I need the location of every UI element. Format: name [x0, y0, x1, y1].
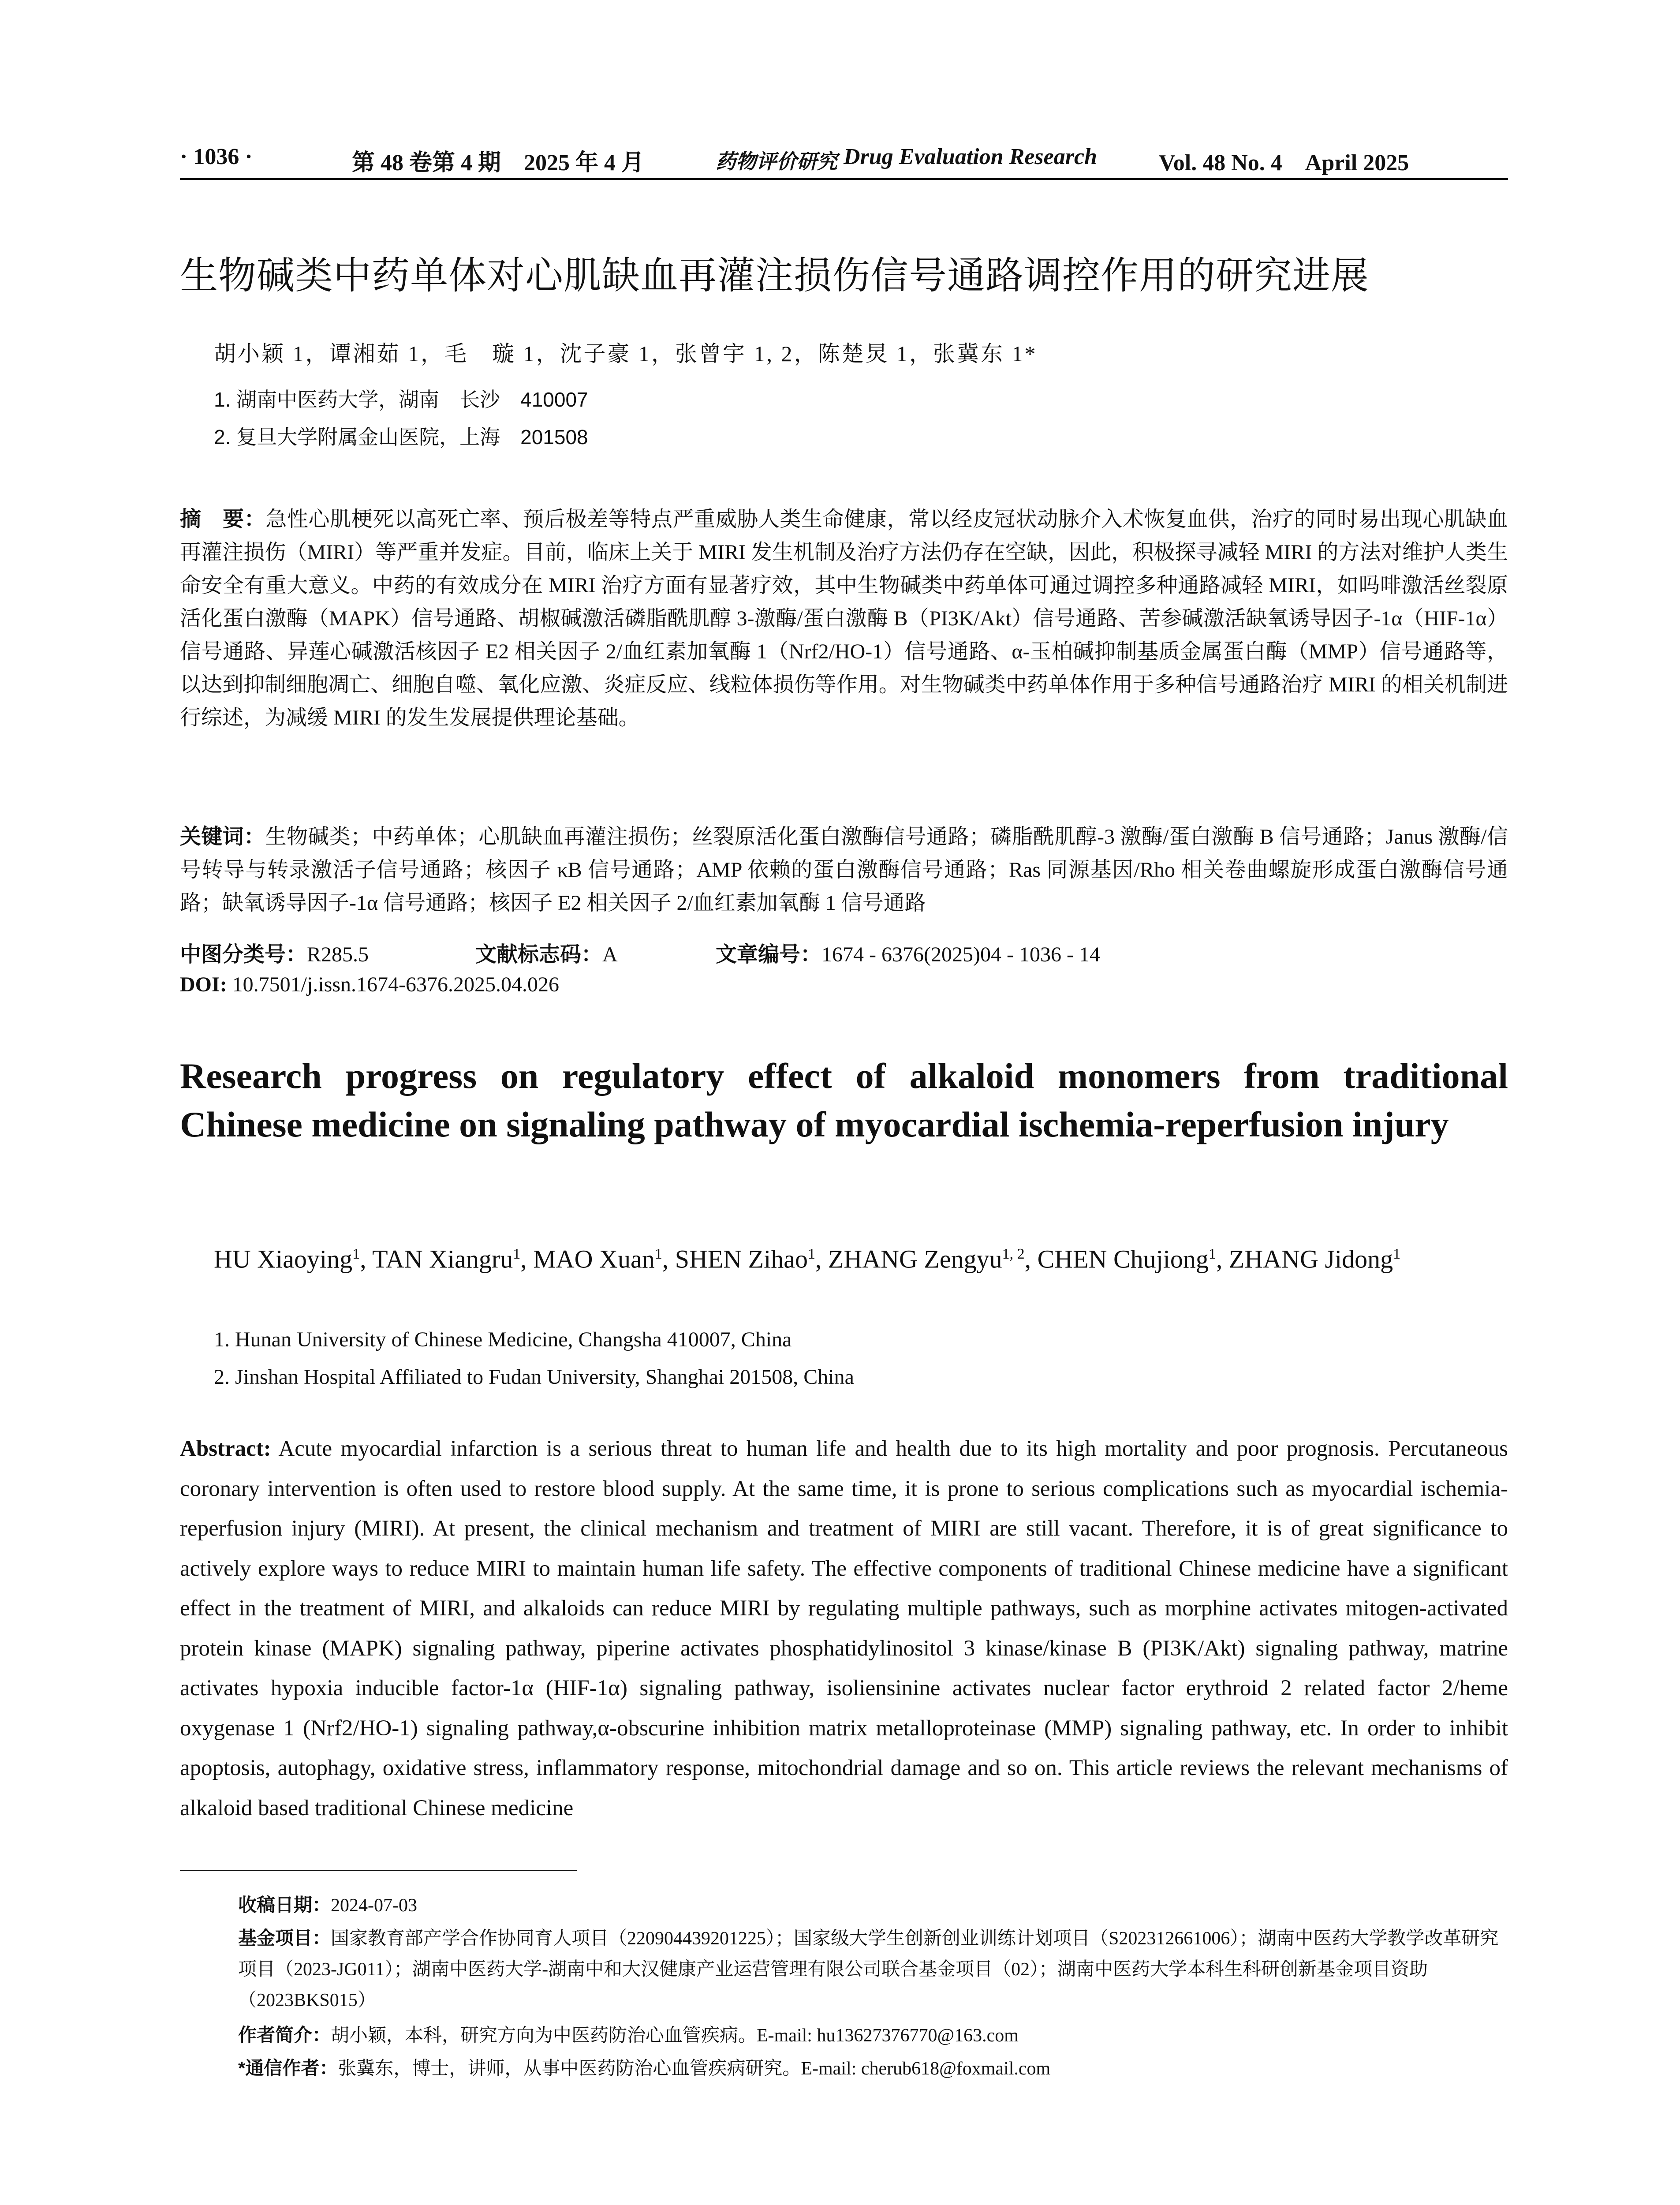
- abstract-en-text: Acute myocardial infarction is a serious threat to human life and health due to its high mortality and poor prognosis. Percutaneous coronary intervention is often used to restore blood supply. At the same time, it is prone to serious complications such as myocardial ischemia-reperfusion injury (MIRI). At present, the clinical mechanism and treatment of MIRI are still vacant. Therefore, it is of great significance to actively explore ways to reduce MIRI to maintain human life safety. The effective components of traditional Chinese medicine have a significant effect in the treatment of MIRI, and alkaloids can reduce MIRI by regulating multiple pathways, such as morphine activates mitogen-activated protein kinase (MAPK) signaling pathway, piperine activates phosphatidylinositol 3 kinase/kinase B (PI3K/Akt) signaling pathway, matrine activates hypoxia inducible factor-1α (HIF-1α) signaling pathway, isoliensinine activates nuclear factor erythroid 2 related factor 2/heme oxygenase 1 (Nrf2/HO-1) signaling pathway,α-obscurine inhibition matrix metalloproteinase (MMP) signaling pathway, etc. In order to inhibit apoptosis, autophagy, oxidative stress, inflammatory response, mitochondrial damage and so on. This article reviews the relevant mechanisms of alkaloid based traditional Chinese medicine: [180, 1436, 1508, 1820]
- footnote-corresponding: [238, 2053, 1508, 2084]
- journal-name-en: Drug Evaluation Research: [844, 144, 1097, 169]
- author-en-affiliation: 1: [352, 1246, 360, 1262]
- clc-label: 中图分类号：: [180, 943, 307, 966]
- received-date: 2024-07-03: [331, 1895, 417, 1916]
- received-label: 收稿日期：: [238, 1895, 331, 1915]
- author-en-affiliation: 1, 2: [1002, 1246, 1025, 1262]
- page-number: · 1036 ·: [180, 144, 253, 169]
- author-en: ZHANG Jidong: [1228, 1245, 1393, 1274]
- author-en: SHEN Zihao: [675, 1245, 808, 1274]
- abstract-cn-label: 摘 要：: [180, 508, 266, 531]
- doi-line: [180, 972, 559, 997]
- abstract-en-label: Abstract:: [180, 1436, 271, 1461]
- fund-text: 国家教育部产学合作协同育人项目（220904439201225）；国家级大学生创新创业训练计划项目（S202312661006）；湖南中医药大学教学改革研究项目（2023-JG011）；湖南中医药大学-湖南中和大汉健康产业运营管理有限公司联合基金项目（02）；湖南中医药大学本科生科研创新基金项目资助（2023BKS015）: [238, 1928, 1499, 2011]
- footnote-author-bio: [238, 2020, 1508, 2051]
- abstract-en: [180, 1429, 1508, 1828]
- abstract-cn-text: 急性心肌梗死以高死亡率、预后极差等特点严重威胁人类生命健康，常以经皮冠状动脉介入术恢复血供，治疗的同时易出现心肌缺血再灌注损伤（MIRI）等严重并发症。目前，临床上关于 MIRI 发生机制及治疗方法仍存在空缺，因此，积极探寻减轻 MIRI 的方法对维护人类生命安全有重大意义。中药的有效成分在 MIRI 治疗方面有显著疗效，其中生物碱类中药单体可通过调控多种通路减轻 MIRI，如吗啡激活丝裂原活化蛋白激酶（MAPK）信号通路、胡椒碱激活磷脂酰肌醇 3-激酶/蛋白激酶 B（PI3K/Akt）信号通路、苦参碱激活缺氧诱导因子-1α（HIF-1α）信号通路、异莲心碱激活核因子 E2 相关因子 2/血红素加氧酶 1（Nrf2/HO-1）信号通路、α-玉柏碱抑制基质金属蛋白酶（MMP）信号通路等，以达到抑制细胞凋亡、细胞自噬、氧化应激、炎症反应、线粒体损伤等作用。对生物碱类中药单体作用于多种信号通路治疗 MIRI 的相关机制进行综述，为减缓 MIRI 的发生发展提供理论基础。: [180, 508, 1508, 729]
- author-bio-label: 作者简介：: [238, 2025, 331, 2045]
- author-en-affiliation: 1: [1393, 1246, 1401, 1262]
- fund-label: 基金项目：: [238, 1928, 331, 1948]
- corresponding-label: *通信作者：: [238, 2058, 338, 2078]
- doc-code-label: 文献标志码：: [475, 943, 603, 966]
- author-list-cn: 胡小颖 1，谭湘茹 1，毛 璇 1，沈子豪 1，张曾宇 1, 2，陈楚炅 1，张冀东 1*: [214, 341, 1038, 366]
- keywords-cn-label: 关键词：: [180, 825, 265, 848]
- article-number-label: 文章编号：: [716, 943, 822, 966]
- volume-info-en: Vol. 48 No. 4 April 2025: [1159, 150, 1409, 176]
- affiliation-cn-1: 1. 湖南中医药大学，湖南 长沙 410007: [214, 388, 588, 411]
- author-en-affiliation: 1: [1208, 1246, 1216, 1262]
- author-bio-text: 胡小颖，本科，研究方向为中医药防治心血管疾病。E-mail: hu13627376770@163.com: [331, 2026, 1019, 2046]
- affiliation-en-1: 1. Hunan University of Chinese Medicine, Changsha 410007, China: [214, 1328, 792, 1351]
- article-title-en: Research progress on regulatory effect of alkaloid monomers from traditional Chinese medicine on signaling pathway of myocardial ischemia-reperfusion injury: [180, 1056, 1508, 1144]
- author-en: HU Xiaoying: [214, 1245, 353, 1274]
- affiliation-cn-2: 2. 复旦大学附属金山医院，上海 201508: [214, 426, 588, 448]
- article-title-cn: 生物碱类中药单体对心肌缺血再灌注损伤信号通路调控作用的研究进展: [180, 254, 1369, 297]
- issue-info-cn: 第 48 卷第 4 期 2025 年 4 月: [352, 150, 645, 176]
- author-list-en: HU Xiaoying$^1$, TAN Xiangru$^1$, MAO Xuan$^1$, SHEN Zihao$^1$, ZHANG Zengyu$^{1, 2}$, CHEN Chujiong$^1$, ZHANG Jidong$^1$: [214, 1245, 1401, 1274]
- footnote-received: [238, 1890, 1508, 1921]
- author-en-affiliation: 1: [513, 1246, 521, 1262]
- affiliation-en-2: 2. Jinshan Hospital Affiliated to Fudan University, Shanghai 201508, China: [214, 1365, 854, 1389]
- footnote-divider: [180, 1870, 577, 1871]
- article-number-value: 1674 - 6376(2025)04 - 1036 - 14: [821, 943, 1100, 966]
- doi-value: 10.7501/j.issn.1674-6376.2025.04.026: [232, 973, 560, 996]
- doi-label: DOI:: [180, 973, 227, 996]
- corresponding-text: 张冀东，博士，讲师，从事中医药防治心血管疾病研究。E-mail: cherub618@foxmail.com: [338, 2059, 1051, 2079]
- footnote-fund: [238, 1923, 1508, 2016]
- keywords-cn: [180, 820, 1508, 919]
- author-en: ZHANG Zengyu: [828, 1245, 1002, 1274]
- author-en: MAO Xuan: [533, 1245, 655, 1274]
- keywords-cn-text: 生物碱类；中药单体；心肌缺血再灌注损伤；丝裂原活化蛋白激酶信号通路；磷脂酰肌醇-3 激酶/蛋白激酶 B 信号通路；Janus 激酶/信号转导与转录激活子信号通路；核因子 κB 信号通路；AMP 依赖的蛋白激酶信号通路；Ras 同源基因/Rho 相关卷曲螺旋形成蛋白激酶信号通路；缺氧诱导因子-1α 信号通路；核因子 E2 相关因子 2/血红素加氧酶 1 信号通路: [180, 825, 1508, 915]
- abstract-cn: [180, 503, 1508, 734]
- author-en-affiliation: 1: [807, 1246, 815, 1262]
- clc-value: R285.5: [307, 943, 369, 966]
- author-en: CHEN Chujiong: [1037, 1245, 1209, 1274]
- running-header: [180, 140, 1508, 180]
- author-en: TAN Xiangru: [372, 1245, 513, 1274]
- author-en-affiliation: 1: [654, 1246, 662, 1262]
- journal-logo-cn: 药物评价研究: [716, 150, 837, 173]
- doc-code-value: A: [602, 943, 618, 966]
